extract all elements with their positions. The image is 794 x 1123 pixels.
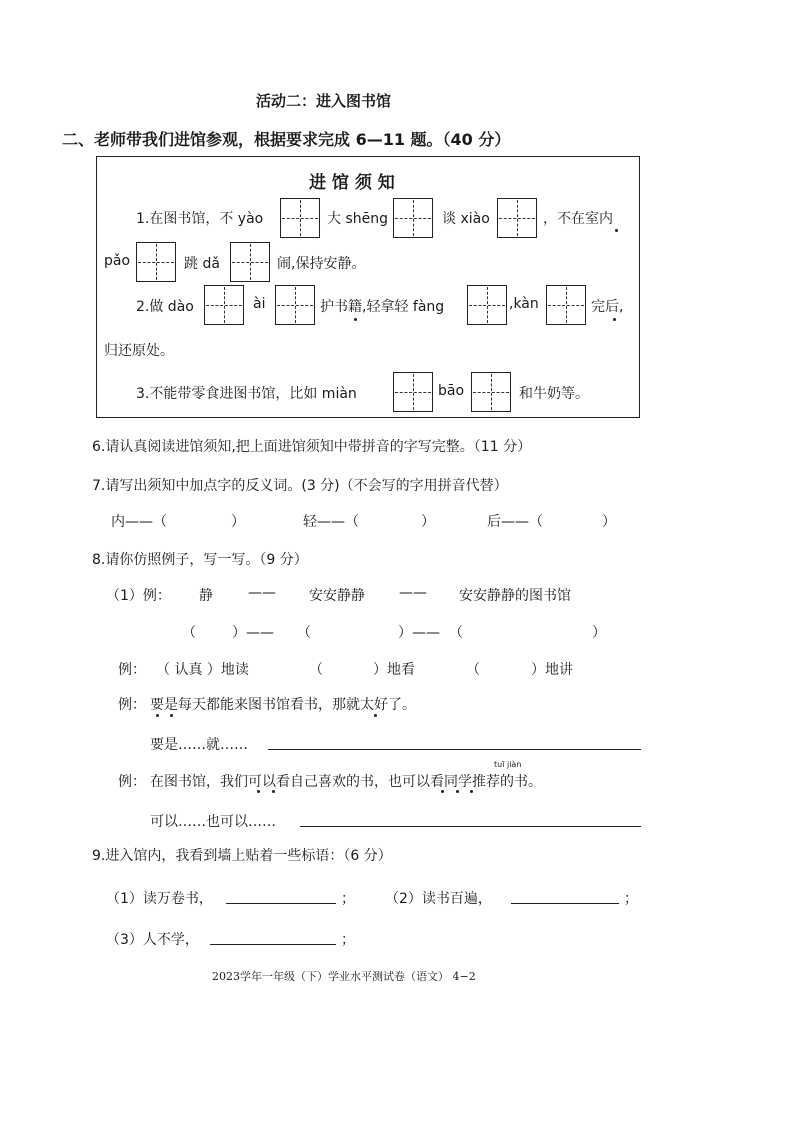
emphasis-dot-qing <box>354 318 357 321</box>
q8-ex2-speak: ）地讲 <box>531 662 573 678</box>
tianzi-box-sheng[interactable] <box>393 198 433 238</box>
q9-slogan-1: （1）读万卷书， <box>106 891 213 907</box>
notice-item1-text-d: ，不在室内 <box>543 211 613 227</box>
notice-item2-text-d: ,kàn <box>509 296 539 312</box>
q8-ex4-label: 例： <box>118 774 146 790</box>
q8-ex2-example: （ 认真 ）地读 <box>156 662 249 678</box>
emphasis-dot <box>170 714 173 717</box>
emphasis-dot <box>374 714 377 717</box>
q8-ex3-label: 例： <box>118 697 146 713</box>
question-6: 6.请认真阅读进馆须知,把上面进馆须知中带拼音的字写完整。（11 分） <box>92 439 532 455</box>
notice-item3-text-a: 3.不能带零食进图书馆，比如 miàn <box>136 386 357 402</box>
tianzi-box-bao[interactable] <box>471 372 511 412</box>
notice-item2-text-a: 2.做 dào <box>136 299 194 315</box>
q9-slogan-2-answer-line[interactable] <box>511 903 619 904</box>
q8-ex4-sentence: 在图书馆，我们可以看自己喜欢的书，也可以看同学推荐的书。 <box>150 774 542 790</box>
q8-ex2-label: 例： <box>118 662 146 678</box>
q7-antonym-hou: 后——（ <box>487 514 543 530</box>
tianzi-box-mian[interactable] <box>393 372 433 412</box>
notice-item1-text-b: 大 shēng <box>327 211 388 227</box>
notice-item1-text-c: 谈 xiào <box>442 211 490 227</box>
q8-ex1-word: 静 <box>199 588 213 604</box>
tianzi-box-da[interactable] <box>230 242 270 282</box>
q8-ex3-prompt: 要是……就…… <box>150 737 248 753</box>
tianzi-box-xiao[interactable] <box>497 198 537 238</box>
q8-blank-close-dash: ）—— <box>232 625 274 641</box>
tianzi-box-pao[interactable] <box>136 242 176 282</box>
q8-ex4-ruby: tuī jiàn <box>494 760 522 769</box>
q8-ex1-dash: —— <box>399 585 427 601</box>
q9-semicolon: ； <box>624 891 638 907</box>
question-9: 9.进入馆内，我看到墙上贴着一些标语：（6 分） <box>92 848 392 864</box>
emphasis-dot <box>441 790 444 793</box>
tianzi-box-ai[interactable] <box>275 285 315 325</box>
q8-ex1-label: （1）例： <box>106 588 171 604</box>
q8-blank-open: （ <box>297 625 311 641</box>
q8-blank-open: （ <box>449 625 463 641</box>
q8-ex4-answer-line[interactable] <box>300 826 641 827</box>
q7-close-paren: ） <box>421 514 435 530</box>
notice-item2-text-e: 完后, <box>591 299 624 315</box>
q8-ex1-dash: —— <box>248 585 276 601</box>
notice-item1-text-f: 跳 dǎ <box>184 256 220 272</box>
q9-semicolon: ； <box>341 891 355 907</box>
emphasis-dot <box>470 790 473 793</box>
q8-blank-open: （ <box>309 662 323 678</box>
q8-ex2-look: ）地看 <box>373 662 415 678</box>
q8-blank-close-dash: ）—— <box>398 625 440 641</box>
emphasis-dot <box>257 790 260 793</box>
page-footer: 2023学年一年级（下）学业水平测试卷（语文） 4−2 <box>212 970 476 983</box>
notice-item3-text-c: 和牛奶等。 <box>519 386 589 402</box>
activity-title: 活动二：进入图书馆 <box>256 92 392 110</box>
notice-item2-text-b: ài <box>253 296 266 312</box>
notice-item1-text-a: 1.在图书馆，不 yào <box>136 211 264 227</box>
emphasis-dot <box>156 714 159 717</box>
q8-ex4-prompt: 可以……也可以…… <box>150 814 276 830</box>
q8-blank-open: （ <box>182 625 196 641</box>
q8-blank-close: ） <box>592 625 606 641</box>
q9-slogan-3-answer-line[interactable] <box>210 944 336 945</box>
notice-item1-text-e: pǎo <box>104 253 131 269</box>
question-8: 8.请你仿照例子，写一写。（9 分） <box>92 552 308 568</box>
notice-item2-text-f: 归还原处。 <box>104 343 174 359</box>
tianzi-box-kan[interactable] <box>546 285 586 325</box>
emphasis-dot-nei <box>615 229 618 232</box>
emphasis-dot-hou <box>613 318 616 321</box>
notice-item2-text-c: 护书籍,轻拿轻 fàng <box>320 299 445 315</box>
q7-close-paren: ） <box>602 514 616 530</box>
tianzi-box-fang[interactable] <box>467 285 507 325</box>
q8-ex1-phrase: 安安静静的图书馆 <box>459 588 571 604</box>
q9-slogan-1-answer-line[interactable] <box>226 903 336 904</box>
q7-antonym-nei: 内——（ <box>111 514 167 530</box>
tianzi-box-dao[interactable] <box>204 285 244 325</box>
notice-title: 进 馆 须 知 <box>309 173 395 193</box>
q8-ex3-answer-line[interactable] <box>268 749 641 750</box>
q7-close-paren: ） <box>231 514 245 530</box>
notice-item1-text-g: 闹,保持安静。 <box>277 256 366 272</box>
q8-blank-open: （ <box>466 662 480 678</box>
q9-semicolon: ； <box>341 932 355 948</box>
emphasis-dot <box>456 790 459 793</box>
q7-antonym-qing: 轻——（ <box>303 514 359 530</box>
question-7: 7.请写出须知中加点字的反义词。(3 分)（不会写的字用拼音代替） <box>92 478 508 494</box>
q9-slogan-3: （3）人不学， <box>106 932 199 948</box>
tianzi-box-yao[interactable] <box>280 198 320 238</box>
section-heading: 二、老师带我们进馆参观，根据要求完成 6—11 题。（40 分） <box>62 130 511 149</box>
emphasis-dot <box>272 790 275 793</box>
notice-item3-text-b: bāo <box>438 383 465 399</box>
q8-ex3-sentence: 要是每天都能来图书馆看书，那就太好了。 <box>150 697 416 713</box>
q9-slogan-2: （2）读书百遍， <box>385 891 492 907</box>
q8-ex1-reduplication: 安安静静 <box>309 588 365 604</box>
